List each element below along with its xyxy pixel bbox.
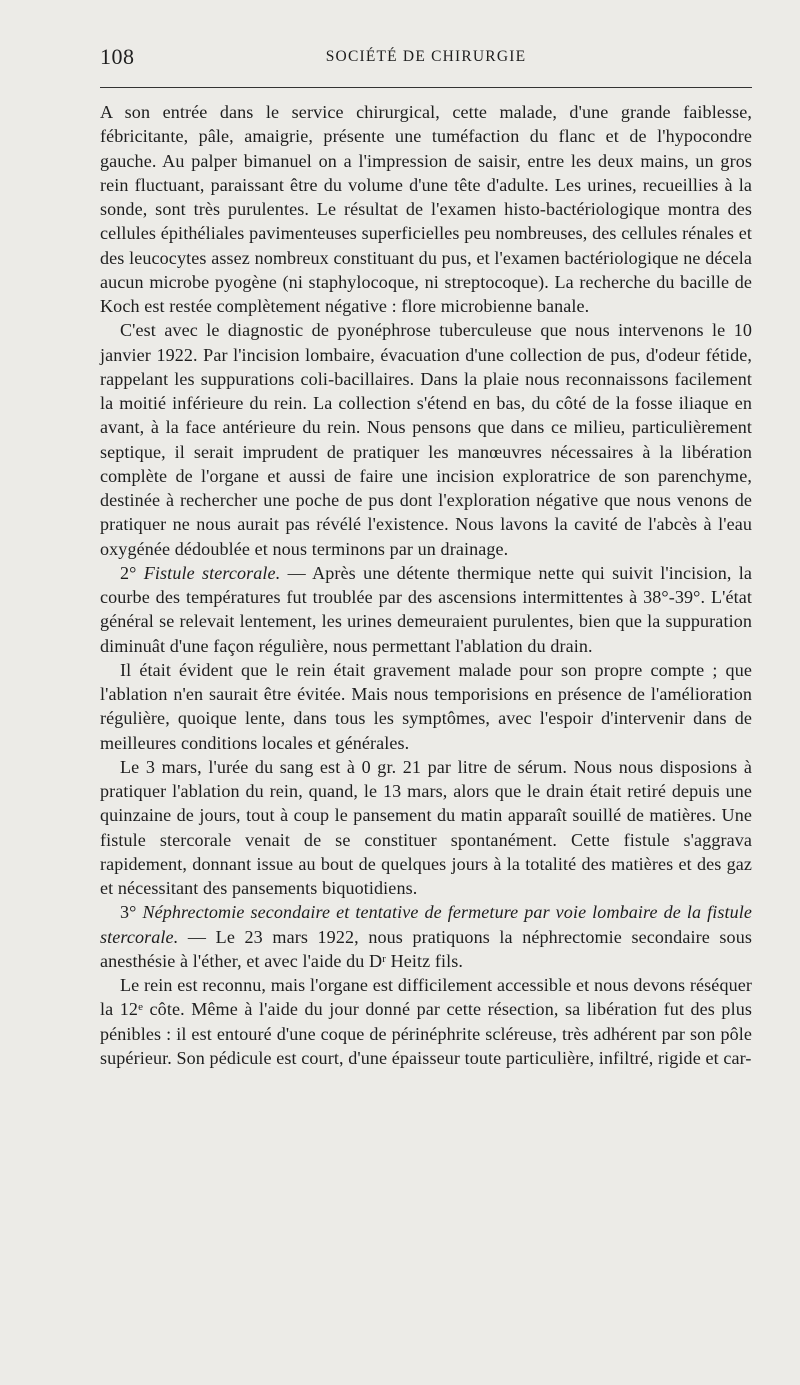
- page-number: 108: [100, 44, 135, 69]
- section-number: 2°: [120, 562, 137, 583]
- paragraph-text: Il était évident que le rein était gravement malade pour son propre compte ; que l'ablation n'en saurait être évitée. Mais nous temporisions en présence de l'amélioration régulière, quoique lente, dans tous les symptômes, avec l'espoir d'intervenir dans de meilleures conditions locales et générales.: [100, 659, 752, 753]
- paragraph-text: — Le 23 mars 1922, nous pratiquons la néphrectomie secondaire sous anesthésie à l'éther, et avec l'aide du D: [100, 926, 752, 971]
- header-rule: [100, 87, 752, 88]
- paragraph-rein: [100, 973, 752, 1070]
- paragraph-fistule: [100, 561, 752, 658]
- section-heading: Néphrectomie secondaire et tentative de fermeture par voie lombaire de la fistule stercorale.: [100, 902, 753, 947]
- superscript: r: [382, 952, 386, 965]
- paragraph-text: Le 3 mars, l'urée du sang est à 0 gr. 21 par litre de sérum. Nous nous disposions à pratiquer l'ablation du rein, quand, le 13 mars, alors que le drain était retiré depuis une quinzaine de jours, tout à coup le pansement du matin apparaît souillé de matières. Une fistule stercorale venait de se constituer spontanément. Cette fistule s'aggrava rapidement, donnant issue au bout de quelques jours à la totalité des matières et des gaz et nécessitant des pansements biquotidiens.: [100, 756, 752, 898]
- running-title: SOCIÉTÉ DE CHIRURGIE: [325, 48, 527, 65]
- running-head: [100, 44, 752, 72]
- paragraph-text: — Après une détente thermique nette qui suivit l'incision, la courbe des températures fut troublée par des ascensions intermittentes à 38°-39°. L'état général se relevait lentement, les urines demeuraient purulentes, bien que la suppuration diminuât d'une façon régulière, nous permettant l'ablation du drain.: [100, 562, 753, 656]
- paragraph-text-end: côte. Même à l'aide du jour donné par cette résection, sa libération fut des plus pénibles : il est entouré d'une coque de périnéphrite scléreuse, très adhérent par son pôle supérieur. Son pédicule est court, d'une épaisseur toute particulière, infiltré, rigide et car-: [100, 999, 752, 1068]
- section-number: 3°: [120, 902, 137, 923]
- paragraph-diagnosis: [100, 318, 752, 561]
- paragraph-text: Le rein est reconnu, mais l'organe est difficilement accessible et nous devons réséquer la 12: [100, 975, 752, 1020]
- paragraph-text-end: Heitz fils.: [385, 950, 464, 971]
- paragraph-nephrectomie: [100, 900, 752, 973]
- paragraph-text: A son entrée dans le service chirurgical, cette malade, d'une grande faiblesse, fébricitante, pâle, amaigrie, présente une tuméfaction du flanc et de l'hypocondre gauche. Au palper bimanuel on a l'impression de saisir, entre les deux mains, un gros rein fluctuant, paraissant être du volume d'une tête d'adulte. Les urines, recueillies à la sonde, sont très purulentes. Le résultat de l'examen histo-bactériologique montra des cellules épithéliales pavimenteuses superficielles peu nombreuses, des cellules rénales et des leucocytes assez nombreux constituant du pus, et l'examen bactériologique ne décela aucun microbe pyogène (ni staphylocoque, ni streptocoque). La recherche du bacille de Koch est restée complètement négative : flore microbienne banale.: [100, 102, 752, 316]
- paragraph-march: [100, 755, 752, 901]
- body-text: [100, 100, 752, 1070]
- paragraph-text: C'est avec le diagnostic de pyonéphrose tuberculeuse que nous intervenons le 10 janvier 1922. Par l'incision lombaire, évacuation d'une collection de pus, d'odeur fétide, rappelant les suppurations coli-bacillaires. Dans la plaie nous reconnaissons facilement la moitié inférieure du rein. La collection s'étend en bas, du côté de la fosse iliaque en avant, à la face antérieure du rein. Nous pensons que dans ce milieu, particulièrement septique, il serait imprudent de pratiquer les manœuvres nécessaires à la libération complète de l'organe et aussi de faire une incision exploratrice de son parenchyme, destinée à rechercher une poche de pus dont l'exploration négative que nous venons de pratiquer ne nous aurait pas révélé l'existence. Nous lavons la cavité de l'abcès à l'eau oxygénée dédoublée et nous terminons par un drainage.: [100, 320, 752, 559]
- section-heading: Fistule stercorale.: [143, 562, 281, 583]
- paragraph-admission: [100, 100, 752, 318]
- paragraph-evident: [100, 658, 752, 755]
- superscript: e: [138, 1001, 144, 1014]
